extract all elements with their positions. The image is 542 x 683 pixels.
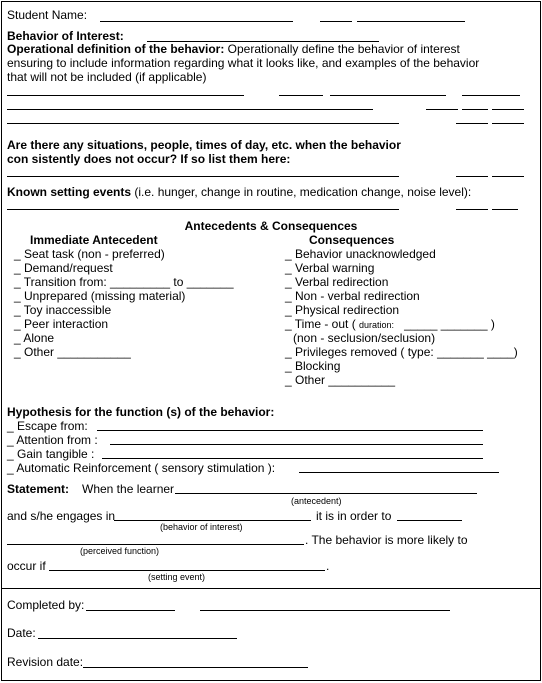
op-def-field[interactable] <box>492 123 524 124</box>
footer-separator <box>1 588 541 589</box>
attention-field[interactable] <box>110 444 483 445</box>
op-def-field[interactable] <box>7 95 244 96</box>
antecedent-option[interactable]: _ Alone <box>14 331 55 345</box>
date-field[interactable] <box>38 638 237 639</box>
situations-field[interactable] <box>492 176 524 177</box>
op-def-line-1 <box>7 42 460 56</box>
antecedent-option[interactable]: _ Transition from: _________ to _______ <box>14 275 234 289</box>
op-def-text: Operationally define the behavior of interest <box>224 42 460 56</box>
ac-title: Antecedents & Consequences <box>184 219 358 233</box>
consequence-option[interactable]: _ Verbal warning <box>285 261 375 275</box>
op-def-field[interactable] <box>462 109 488 110</box>
student-name-label: Student Name: <box>7 8 88 22</box>
setting-events-hint: (i.e. hunger, change in routine, medication change, noise level): <box>131 185 472 199</box>
form-border <box>1 1 541 681</box>
situations-field[interactable] <box>456 176 488 177</box>
hypothesis-option[interactable]: _ Automatic Reinforcement ( sensory stimulation ): <box>7 461 276 475</box>
antecedent-option[interactable]: _ Peer interaction <box>14 317 109 331</box>
situations-field[interactable] <box>7 176 399 177</box>
in-order-field[interactable] <box>397 520 462 521</box>
antecedent-option[interactable]: _ Other ___________ <box>14 345 131 359</box>
op-def-label: Operational definition of the behavior: <box>7 42 225 56</box>
statement-period: . <box>326 559 330 573</box>
statement-occur-if: occur if <box>7 559 46 573</box>
op-def-line-3: that will not be included (if applicable) <box>7 70 207 84</box>
completed-by-label: Completed by: <box>7 598 85 612</box>
situations-question-2: con sistently does not occur? If so list them here: <box>7 152 291 166</box>
hypothesis-option[interactable]: _ Gain tangible : <box>7 447 95 461</box>
consequence-header: Consequences <box>309 233 395 247</box>
student-extra-field-1[interactable] <box>320 21 352 22</box>
consequence-option[interactable]: _ Non - verbal redirection <box>285 289 420 303</box>
student-name-field[interactable] <box>100 21 293 22</box>
setting-event-field[interactable] <box>49 570 325 571</box>
antecedent-option[interactable]: _ Toy inaccessible <box>14 303 112 317</box>
duration-label: duration: <box>359 320 395 330</box>
op-def-field[interactable] <box>456 123 488 124</box>
duration-field: _____ _______ ) <box>404 317 495 331</box>
setting-events-field[interactable] <box>456 209 488 210</box>
behavior-label: Behavior of Interest: <box>7 29 124 43</box>
situations-question-1: Are there any situations, people, times of day, etc. when the behavior <box>7 138 401 152</box>
statement-when: When the learner <box>82 482 175 496</box>
automatic-field[interactable] <box>299 472 499 473</box>
completed-by-field-2[interactable] <box>200 610 450 611</box>
antecedent-caption: (antecedent) <box>291 496 342 506</box>
hypothesis-option[interactable]: _ Escape from: <box>7 419 88 433</box>
consequence-option[interactable] <box>285 317 495 331</box>
antecedent-header: Immediate Antecedent <box>30 233 158 247</box>
op-def-field[interactable] <box>7 123 399 124</box>
setting-events-field[interactable] <box>7 209 399 210</box>
consequence-option[interactable]: _ Behavior unacknowledged <box>285 247 436 261</box>
op-def-field[interactable] <box>7 109 373 110</box>
consequence-option[interactable]: _ Physical redirection <box>285 303 400 317</box>
statement-in-order: it is in order to <box>316 509 392 523</box>
revision-date-field[interactable] <box>83 667 308 668</box>
consequence-option[interactable]: _ Verbal redirection <box>285 275 389 289</box>
hypothesis-option[interactable]: _ Attention from : <box>7 433 98 447</box>
setting-events-field[interactable] <box>492 209 518 210</box>
op-def-field[interactable] <box>279 95 323 96</box>
tangible-field[interactable] <box>102 458 483 459</box>
timeout-label: _ Time - out ( <box>285 317 356 331</box>
antecedent-option[interactable]: _ Unprepared (missing material) <box>14 289 186 303</box>
consequence-option[interactable]: _ Privileges removed ( type: _______ ____) <box>285 345 518 359</box>
setting-events-line <box>7 185 471 199</box>
setting-events-label: Known setting events <box>7 185 132 199</box>
behavior-of-interest-caption: (behavior of interest) <box>160 522 243 532</box>
date-label: Date: <box>7 626 36 640</box>
antecedent-field[interactable] <box>175 493 477 494</box>
consequence-option[interactable]: _ Blocking <box>285 359 341 373</box>
statement-more-likely: . The behavior is more likely to <box>305 533 468 547</box>
completed-by-field[interactable] <box>86 610 175 611</box>
escape-field[interactable] <box>97 430 483 431</box>
perceived-function-field[interactable] <box>7 544 304 545</box>
revision-date-label: Revision date: <box>7 655 84 669</box>
antecedent-option[interactable]: _ Demand/request <box>14 261 113 275</box>
setting-event-caption: (setting event) <box>148 572 206 582</box>
hypothesis-title: Hypothesis for the function (s) of the behavior: <box>7 405 275 419</box>
op-def-line-2: ensuring to include information regarding what it looks like, and examples of the behavior <box>7 56 480 70</box>
op-def-field[interactable] <box>330 95 446 96</box>
perceived-function-caption: (perceived function) <box>80 546 160 556</box>
antecedent-option[interactable]: _ Seat task (non - preferred) <box>14 247 165 261</box>
op-def-field[interactable] <box>492 109 524 110</box>
statement-label: Statement: <box>7 482 70 496</box>
op-def-field[interactable] <box>462 95 520 96</box>
behavior-of-interest-field[interactable] <box>114 520 311 521</box>
op-def-field[interactable] <box>426 109 458 110</box>
consequence-option[interactable]: _ Other __________ <box>285 373 396 387</box>
seclusion-note: (non - seclusion/seclusion) <box>293 331 436 345</box>
statement-engages: and s/he engages in <box>7 509 116 523</box>
student-extra-field-2[interactable] <box>357 21 465 22</box>
